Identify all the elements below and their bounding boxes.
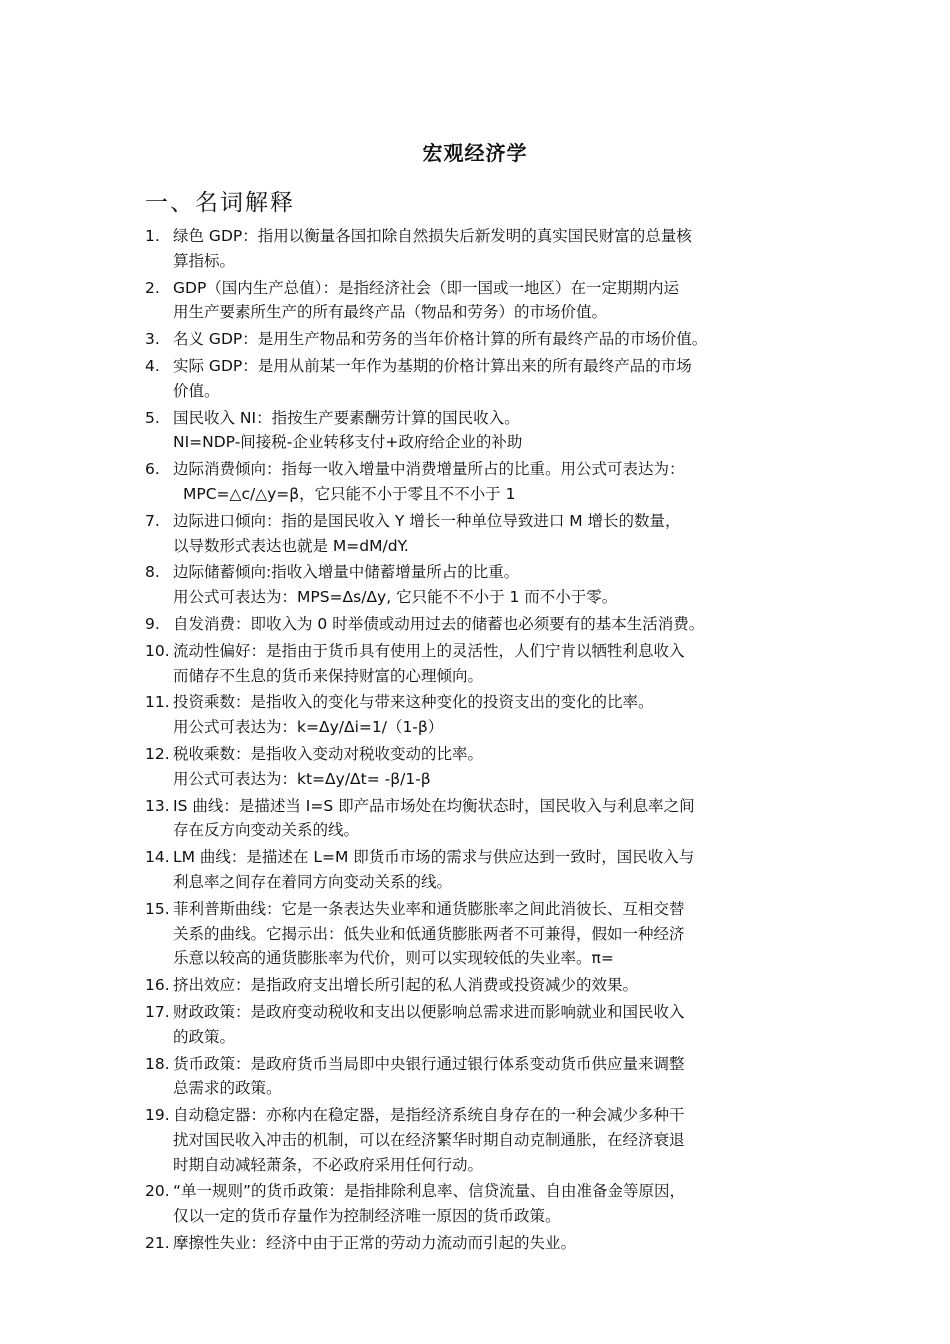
term-text: 投资乘数：是指收入的变化与带来这种变化的投资支出的变化的比率。 [173,693,654,712]
term-number: 11. [145,693,170,712]
term-text-continuation: 利息率之间存在着同方向变动关系的线。 [173,872,453,891]
term-item [145,560,825,610]
term-item [145,1000,825,1050]
term-item [145,1052,825,1102]
term-text-continuation: 而储存不生息的货币来保持财富的心理倾向。 [173,666,484,685]
document-title: 宏观经济学 [422,141,528,165]
term-text-continuation: 关系的曲线。它揭示出：低失业和低通货膨胀两者不可兼得，假如一种经济 [173,924,685,943]
term-item [145,742,825,792]
term-text-continuation: 仅以一定的货币存量作为控制经济唯一原因的货币政策。 [173,1207,561,1226]
term-number: 10. [145,641,170,660]
term-text-continuation: 算指标。 [173,251,236,270]
term-number: 5. [145,408,160,427]
term-number: 6. [145,460,160,479]
term-item [145,1231,825,1256]
term-text-continuation: 用生产要素所生产的所有最终产品（物品和劳务）的市场价值。 [173,303,608,322]
term-number: 15. [145,899,170,918]
term-item [145,354,825,404]
term-item [145,406,825,456]
term-item [145,973,825,998]
term-text: 国民收入 NI：指按生产要素酬劳计算的国民收入。 [173,408,520,427]
term-text: 边际消费倾向：指每一收入增量中消费增量所占的比重。用公式可表达为： [173,460,685,479]
term-text-continuation: 时期自动减轻萧条，不必政府采用任何行动。 [173,1155,484,1174]
term-number: 20. [145,1182,170,1201]
term-item [145,794,825,844]
term-item [145,690,825,740]
section-heading: 一、名词解释 [145,190,295,216]
term-number: 3. [145,330,160,349]
term-text: 边际进口倾向：指的是国民收入 Y 增长一种单位导致进口 M 增长的数量， [173,511,681,530]
term-item [145,327,825,352]
term-number: 13. [145,796,170,815]
term-number: 7. [145,511,160,530]
term-number: 18. [145,1054,170,1073]
term-number: 17. [145,1002,170,1021]
term-number: 16. [145,976,170,995]
term-text-continuation: 总需求的政策。 [173,1079,282,1098]
term-text: 财政政策：是政府变动税收和支出以便影响总需求进而影响就业和国民收入 [173,1002,685,1021]
term-text: 货币政策：是政府货币当局即中央银行通过银行体系变动货币供应量来调整 [173,1054,685,1073]
term-text: LM 曲线：是描述在 L=M 即货币市场的需求与供应达到一致时，国民收入与 [173,848,695,867]
term-text-continuation: 以导数形式表达也就是 M=dM/dY. [173,536,409,555]
term-text-continuation: 存在反方向变动关系的线。 [173,821,360,840]
term-number: 2. [145,278,160,297]
term-item [145,509,825,559]
term-text: 自发消费：即收入为 0 时举债或动用过去的储蓄也必须要有的基本生活消费。 [173,614,705,633]
term-text-continuation: 的政策。 [173,1027,236,1046]
term-number: 9. [145,614,160,633]
term-text: 菲利普斯曲线：它是一条表达失业率和通货膨胀率之间此消彼长、互相交替 [173,899,685,918]
term-item [145,1179,825,1229]
term-text: 流动性偏好：是指由于货币具有使用上的灵活性，人们宁肯以牺牲利息收入 [173,641,685,660]
term-text-continuation: 用公式可表达为：k=Δy/Δi=1/（1-β） [173,718,444,737]
term-text: IS 曲线：是描述当 I=S 即产品市场处在均衡状态时，国民收入与利息率之间 [173,796,695,815]
term-number: 14. [145,848,170,867]
term-text: 摩擦性失业：经济中由于正常的劳动力流动而引起的失业。 [173,1234,577,1253]
term-text-continuation: 用公式可表达为：MPS=Δs/Δy, 它只能不不小于 1 而不小于零。 [173,588,618,607]
term-text-continuation: 扰对国民收入冲击的机制，可以在经济繁华时期自动克制通胀，在经济衰退 [173,1130,685,1149]
term-number: 12. [145,744,170,763]
term-text: 挤出效应：是指政府支出增长所引起的私人消费或投资减少的效果。 [173,976,639,995]
term-text: 边际储蓄倾向:指收入增量中储蓄增量所占的比重。 [173,563,520,582]
term-item [145,897,825,971]
term-number: 4. [145,356,160,375]
term-text: 名义 GDP：是用生产物品和劳务的当年价格计算的所有最终产品的市场价值。 [173,330,708,349]
term-item [145,845,825,895]
term-text-continuation: MPC=△c/△y=β，它只能不小于零且不不小于 1 [183,484,516,503]
term-text-continuation: 价值。 [173,381,220,400]
term-list [145,224,825,1258]
term-item [145,276,825,326]
term-text-continuation: NI=NDP-间接税-企业转移支付+政府给企业的补助 [173,433,523,452]
term-text: 自动稳定器：亦称内在稳定器，是指经济系统自身存在的一种会减少多种干 [173,1106,685,1125]
term-item [145,639,825,689]
term-number: 21. [145,1234,170,1253]
term-text: 实际 GDP：是用从前某一年作为基期的价格计算出来的所有最终产品的市场 [173,356,692,375]
term-item [145,457,825,507]
term-item [145,1103,825,1177]
term-item [145,224,825,274]
term-text-continuation: 乐意以较高的通货膨胀率为代价，则可以实现较低的失业率。π= [173,949,614,968]
term-number: 1. [145,227,160,245]
term-text: 税收乘数：是指收入变动对税收变动的比率。 [173,744,484,763]
term-number: 8. [145,563,160,582]
term-text: “单一规则”的货币政策：是指排除利息率、信贷流量、自由准备金等原因， [173,1182,686,1201]
term-item [145,612,825,637]
term-text: 绿色 GDP：指用以衡量各国扣除自然损失后新发明的真实国民财富的总量核 [173,227,692,245]
term-number: 19. [145,1106,170,1125]
term-text: GDP（国内生产总值）：是指经济社会（即一国或一地区）在一定期期内运 [173,278,680,297]
term-text-continuation: 用公式可表达为：kt=Δy/Δt= -β/1-β [173,769,431,788]
